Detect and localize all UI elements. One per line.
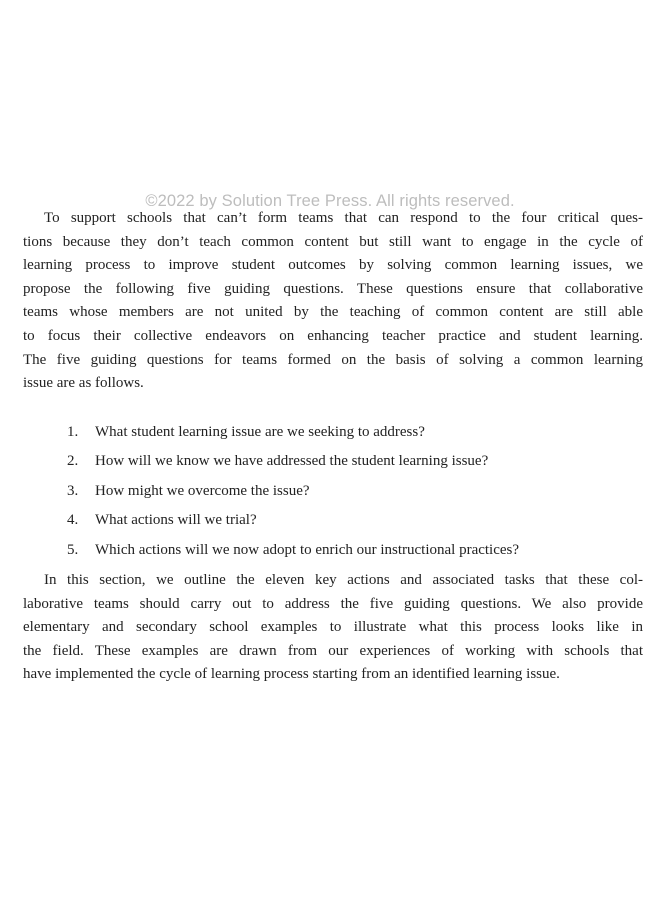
list-item-text: What student learning issue are we seeking to address? [95, 424, 425, 440]
list-item-text: Which actions will we now adopt to enrich our instructional practices? [95, 541, 520, 558]
list-item [67, 447, 519, 476]
paragraph-line: The five guiding questions for teams formed on the basis of solving a common learning [23, 351, 643, 368]
paragraph-line: to focus their collective endeavors on enhancing teacher practice and student learning. [23, 327, 643, 344]
list-item-text: What actions will we trial? [95, 512, 257, 529]
list-item [67, 536, 519, 565]
paragraph-line: learning process to improve student outcomes by solving common learning issues, we [23, 257, 643, 274]
paragraph-line: the field. These examples are drawn from our experiences of working with schools that [23, 642, 643, 659]
list-item-number: 4. [67, 512, 79, 529]
paragraph-line: In this section, we outline the eleven key actions and associated tasks that these col- [44, 572, 643, 588]
list-item-number: 5. [67, 541, 79, 558]
copyright-watermark: ©2022 by Solution Tree Press. All rights reserved. [145, 192, 515, 210]
list-item [67, 477, 519, 506]
list-item-number: 2. [67, 453, 79, 470]
guiding-questions-list [67, 418, 519, 565]
paragraph-line: teams whose members are not united by the teaching of common content are still able [23, 304, 643, 321]
paragraph-line: issue are as follows. [23, 375, 144, 392]
paragraph-line: have implemented the cycle of learning process starting from an identified learning issue. [23, 666, 560, 683]
list-item [67, 418, 519, 447]
list-item-number: 1. [67, 424, 79, 440]
paragraph-line: elementary and secondary school examples to illustrate what this process looks like in [23, 619, 643, 636]
paragraph-line: laborative teams should carry out to address the five guiding questions. We also provide [23, 595, 643, 612]
list-item-text: How might we overcome the issue? [95, 482, 310, 499]
list-item [67, 506, 519, 535]
paragraph-line: tions because they don’t teach common content but still want to engage in the cycle of [23, 233, 643, 250]
section-paragraph [23, 569, 643, 687]
list-item-text: How will we know we have addressed the student learning issue? [95, 453, 489, 470]
intro-paragraph [23, 207, 643, 396]
list-item-number: 3. [67, 482, 79, 499]
paragraph-line: propose the following five guiding questions. These questions ensure that collaborative [23, 280, 643, 297]
paragraph-line: To support schools that can’t form teams that can respond to the four critical ques- [44, 210, 643, 226]
